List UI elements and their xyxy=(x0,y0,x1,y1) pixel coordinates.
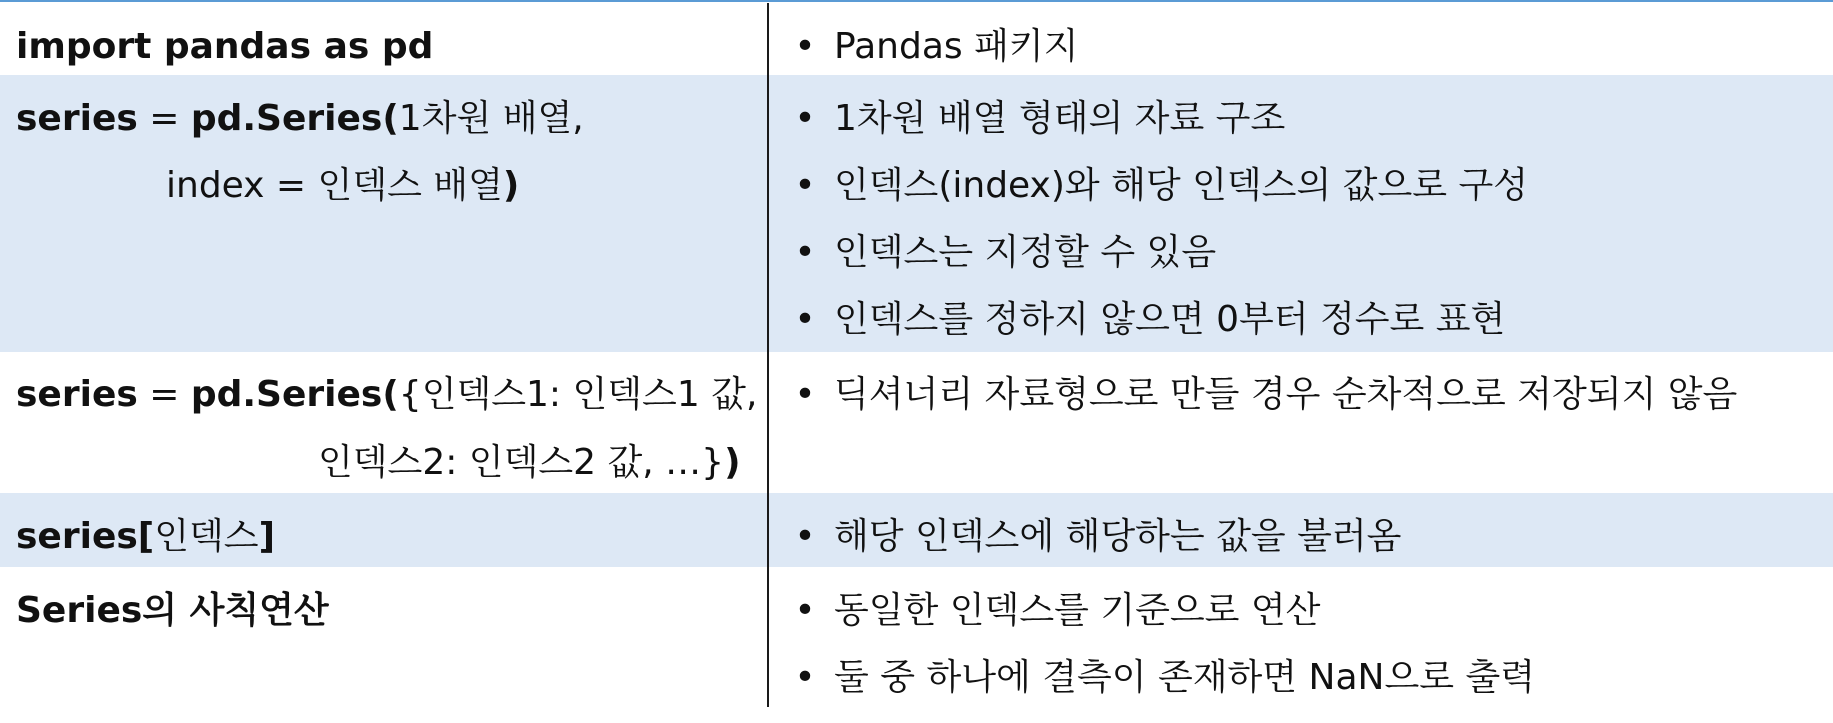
row-1-bullet-1 xyxy=(778,152,1528,220)
row-1-bullet-3 xyxy=(778,286,1505,354)
bullet-text: 딕셔너리 자료형으로 만들 경우 순차적으로 저장되지 않음 xyxy=(834,374,1738,415)
code-text: = xyxy=(137,98,191,139)
bullet-text: 1차원 배열 형태의 자료 구조 xyxy=(834,98,1286,139)
row-4-left-line-0 xyxy=(16,577,329,645)
row-3-left-line-0 xyxy=(16,503,275,571)
column-divider xyxy=(767,3,769,707)
code-text: = xyxy=(137,374,191,415)
code-text: ] xyxy=(258,516,276,557)
row-2-bullet-0 xyxy=(778,361,1737,429)
code-text: series xyxy=(16,98,138,139)
bullet-text: 인덱스는 지정할 수 있음 xyxy=(834,232,1217,273)
code-text: 인덱스 xyxy=(154,516,259,557)
code-text: {인덱스1: 인덱스1 값, xyxy=(398,374,758,415)
bullet-icon: • xyxy=(794,374,816,415)
code-text: 1차원 배열, xyxy=(398,98,584,139)
bullet-icon: • xyxy=(794,516,816,557)
row-1-bullet-2 xyxy=(778,219,1216,287)
row-4-bullet-1 xyxy=(778,644,1535,712)
code-text: series[ xyxy=(16,516,155,557)
bullet-text: 인덱스(index)와 해당 인덱스의 값으로 구성 xyxy=(834,165,1528,206)
bullet-icon: • xyxy=(794,232,816,273)
bullet-icon: • xyxy=(794,165,816,206)
row-2-left-line-1 xyxy=(318,429,741,497)
row-4-bullet-0 xyxy=(778,577,1320,645)
bullet-text: 인덱스를 정하지 않으면 0부터 정수로 표현 xyxy=(834,299,1506,340)
bullet-icon: • xyxy=(794,657,816,698)
bullet-icon: • xyxy=(794,98,816,139)
row-0-bullet-0 xyxy=(778,13,1078,81)
row-2-left-line-0 xyxy=(16,361,757,429)
bullet-text: Pandas 패키지 xyxy=(834,26,1079,67)
row-1-bullet-0 xyxy=(778,85,1285,153)
code-text: pd.Series( xyxy=(190,374,399,415)
row-3-bullet-0 xyxy=(778,503,1401,571)
row-1-left-line-0 xyxy=(16,85,584,153)
top-rule xyxy=(0,0,1833,2)
bullet-icon: • xyxy=(794,26,816,67)
code-text: ) xyxy=(502,165,520,206)
row-0-left-line-0 xyxy=(16,13,433,81)
bullet-text: 둘 중 하나에 결측이 존재하면 NaN으로 출력 xyxy=(834,657,1535,698)
code-text: ) xyxy=(724,442,741,483)
bullet-icon: • xyxy=(794,590,816,631)
bullet-text: 동일한 인덱스를 기준으로 연산 xyxy=(834,590,1321,631)
code-text: 인덱스2: 인덱스2 값, …} xyxy=(318,442,725,483)
row-1-left-line-1 xyxy=(166,152,519,220)
code-text: pd.Series( xyxy=(190,98,399,139)
bullet-text: 해당 인덱스에 해당하는 값을 불러옴 xyxy=(834,516,1402,557)
code-text: index = 인덱스 배열 xyxy=(166,165,503,206)
code-text: series xyxy=(16,374,138,415)
code-text: import pandas as pd xyxy=(16,26,434,67)
code-text: Series의 사칙연산 xyxy=(16,590,329,631)
bullet-icon: • xyxy=(794,299,816,340)
